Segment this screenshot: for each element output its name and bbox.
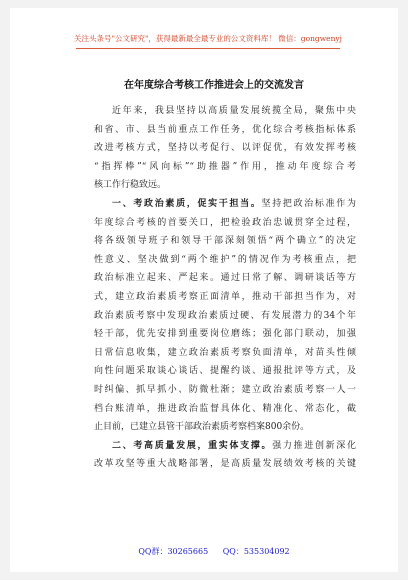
qq-group-text: QQ群：30265665 bbox=[138, 547, 209, 556]
document-body bbox=[94, 102, 356, 474]
paragraph-line: 改革攻坚等重大战略部署，是高质量发展绩效考核的关键 bbox=[94, 459, 356, 470]
section-heading-text: 二、考高质量发展，重实体支撑。 bbox=[112, 440, 273, 451]
paragraph-line: 向性问题采取谈心谈话、提醒约谈、通报批评等方式，及 bbox=[94, 366, 356, 377]
paragraph-line: 时纠偏、抓早抓小、防微杜渐；建立政治素质考察一人一 bbox=[94, 384, 356, 395]
section-heading-1 bbox=[94, 195, 356, 214]
document-title: 在年度综合考核工作推进会上的交流发言 bbox=[124, 80, 304, 91]
section-heading-2 bbox=[94, 437, 356, 456]
paragraph-line: 止目前，已建立县管干部政治素质考察档案800余份。 bbox=[94, 422, 310, 433]
paragraph-line: 日常信息收集，建立政治素质考察负面清单，对苗头性倾 bbox=[94, 347, 356, 358]
paragraph-line: 将各级领导班子和领导干部深刻领悟“两个确立”的决定 bbox=[94, 236, 356, 247]
paragraph-line: 式，建立政治素质考察正面清单，推动干部担当作为，对 bbox=[94, 291, 356, 302]
paragraph-line: 近年来，我县坚持以高质量发展统揽全局，聚焦中央 bbox=[112, 106, 356, 116]
document-page bbox=[10, 8, 398, 572]
paragraph-line: 坚持把政治标准作为 bbox=[261, 198, 356, 209]
paragraph-line: “指挥棒”“风向标”“助推器”作用，推动年度综合考 bbox=[94, 161, 356, 172]
paragraph-line: 年度综合考核的首要关口，把检验政治忠诚贯穿全过程， bbox=[94, 217, 356, 228]
paragraph-line: 和省、市、县当前重点工作任务，优化综合考核指标体系 bbox=[94, 124, 356, 135]
paragraph-line: 轻干部，优先安排到重要岗位磨练；强化部门联动，加强 bbox=[94, 329, 356, 340]
qq-number-text: QQ：535304092 bbox=[222, 547, 290, 556]
paragraph-line: 核工作行稳致远。 bbox=[94, 180, 167, 191]
paragraph-line: 改进考核方式，坚持以考促行、以评促优，有效发挥考核 bbox=[94, 143, 356, 154]
promo-banner: 关注头条号"公文研究"，获得最新最全最专业的公文资料库！ 微信：gongwenyj bbox=[74, 34, 342, 43]
paragraph-line: 政治标准立起来、严起来。通过日常了解、调研谈话等方 bbox=[94, 273, 356, 284]
banner-divider bbox=[76, 48, 340, 49]
contact-footer bbox=[50, 546, 378, 557]
paragraph-line: 强力推进创新深化 bbox=[272, 440, 356, 451]
section-heading-text: 一、考政治素质，促实干担当。 bbox=[112, 198, 262, 209]
paragraph-line: 政治素质考察中发现政治素质过硬、有发展潜力的34个年 bbox=[94, 310, 356, 321]
paragraph-line: 档台账清单，推进政治监督具体化、精准化、常态化，截 bbox=[94, 403, 356, 414]
paragraph-line: 性意义、坚决做到“两个维护”的情况作为考核重点，把 bbox=[94, 254, 356, 265]
